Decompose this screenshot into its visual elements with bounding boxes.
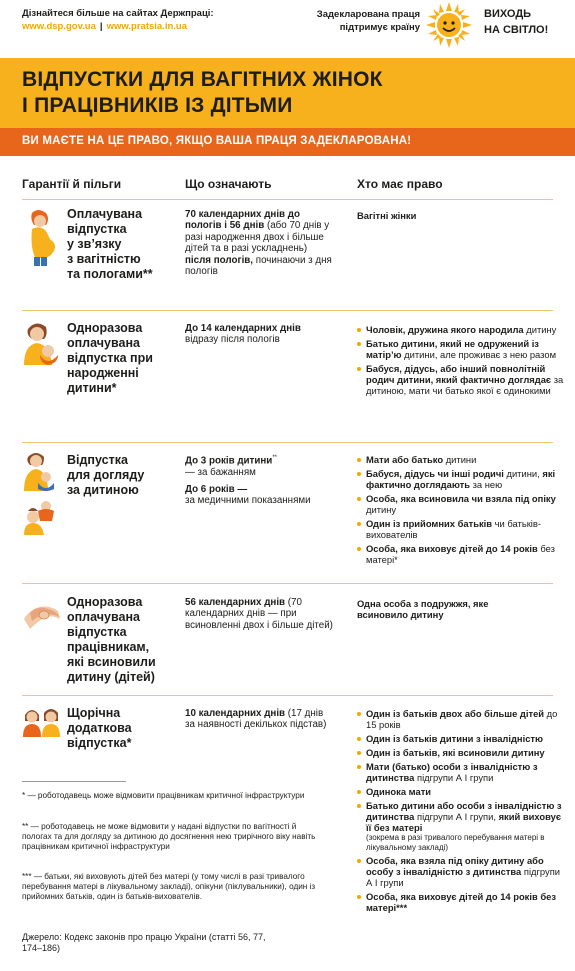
list-item: Батько дитини, який не одружений із матір’ю дитини, але проживає з нею разом: [357, 338, 565, 360]
top-bar: [0, 0, 575, 56]
column-header-guarantees: Гарантії й пільги: [22, 177, 122, 191]
info-caption: Дізнайтеся більше на сайтах Держпраці:: [22, 8, 214, 19]
guarantee-meaning: До 3 років дитини** — за бажанням До 6 років — за медичними показаннями: [185, 455, 311, 507]
link-pratsia[interactable]: www.pratsia.in.ua: [106, 21, 187, 32]
eligible-persons: [357, 708, 565, 916]
divider: [22, 310, 553, 311]
column-header-eligible: Хто має право: [357, 177, 443, 191]
eligible-persons: [357, 454, 565, 568]
list-item: Бабуся, дідусь, або інший повнолітній родич дитини, який фактично доглядає за дитиною, мати чи батько якої є одинокими: [357, 363, 565, 396]
title-band: [0, 58, 575, 128]
list-item: Особа, яка всиновила чи взяла під опіку дитину: [357, 493, 565, 515]
footnote-divider: [22, 781, 126, 782]
parent-lifting-child-icon: [22, 499, 56, 535]
list-item: Бабуся, дідусь чи інші родичі дитини, які фактично доглядають за нею: [357, 468, 565, 490]
link-separator: |: [99, 21, 103, 32]
column-header-meaning: Що означають: [185, 177, 272, 191]
pregnant-woman-icon: [22, 209, 62, 267]
eligible-persons: Одна особа з подружжя, яке всиновило дитину: [357, 598, 489, 620]
info-text: [22, 7, 214, 33]
guarantee-title: Щорічна додаткова відпустка*: [67, 706, 132, 750]
slogan-line1: Задекларована праця: [316, 9, 420, 20]
divider: [22, 199, 553, 200]
title-line2: І ПРАЦІВНИКІВ ІЗ ДІТЬМИ: [22, 94, 293, 117]
list-item: Особа, яка виховує дітей до 14 років без матері*: [357, 543, 565, 565]
list-item: Один із прийомних батьків чи батьків-вихователів: [357, 518, 565, 540]
footnote-2: ** — роботодавець не може відмовити у надані відпустки по вагітності й пологах та для догляду за дитиною до досягнення нею трирічного віку навіть працівникам критичної інфраструктури: [22, 822, 316, 851]
subtitle-stripe: [0, 128, 575, 156]
guarantee-meaning: 10 календарних днів (17 днів за наявності декількох підстав): [185, 708, 327, 731]
list-item: Особа, яка виховує дітей до 14 років без матері***: [357, 891, 565, 913]
footnote-3: *** — батьки, які виховують дітей без матері (у тому числі в разі тривалого перебування матері в лікувальному закладі), опікуни (піклувальники), один із прийомних батьків, один із батьків-вихователів.: [22, 872, 316, 901]
slogan-line2: підтримує країну: [339, 22, 420, 33]
footnote-1: * — роботодавець може відмовити працівникам критичної інфраструктури: [22, 791, 305, 800]
guarantee-title: Одноразова оплачувана відпустка при народженні дитини*: [67, 321, 153, 395]
guarantee-meaning: До 14 календарних днів відразу після пологів: [185, 323, 301, 346]
divider: [22, 583, 553, 584]
eligible-persons: [357, 324, 565, 399]
source-note: Джерело: Кодекс законів про працю України (статті 56, 77, 174–186): [22, 932, 266, 953]
divider: [22, 695, 553, 696]
eligible-persons: Вагітні жінки: [357, 210, 417, 221]
title-line1: ВІДПУСТКИ ДЛЯ ВАГІТНИХ ЖІНОК: [22, 68, 383, 91]
family-icon: [22, 707, 62, 737]
guarantee-title: Одноразова оплачувана відпустка працівникам, які всиновили дитину (дітей): [67, 595, 156, 684]
list-item: Один із батьків двох або більше дітей до 15 років: [357, 708, 565, 730]
list-item: Один із батьків, які всиновили дитину: [357, 747, 565, 758]
parent-with-baby-icon: [22, 321, 62, 367]
list-item: Чоловік, дружина якого народила дитину: [357, 324, 565, 335]
list-item: Мати або батько дитини: [357, 454, 565, 465]
brand: [484, 6, 548, 38]
guarantee-title: Відпустка для догляду за дитиною: [67, 453, 145, 497]
guarantee-meaning: 70 календарних днів до пологів і 56 днів (або 70 днів у разі народження двох і більше дітей та в разі ускладнень) після пологів, починаючи з дня пологів: [185, 209, 332, 278]
list-item: Особа, яка взяла під опіку дитину або особу з інвалідністю з дитинства підгрупи А І групи: [357, 855, 565, 888]
guarantee-meaning: 56 календарних днів (70 календарних днів — при всиновленні двох і більше дітей): [185, 597, 333, 631]
brand-line1: ВИХОДЬ: [484, 8, 532, 20]
page-title: [22, 67, 383, 119]
childcare-icon: [22, 451, 56, 491]
hands-together-icon: [22, 599, 62, 631]
list-item: Мати (батько) особи з інвалідністю з дитинства підгрупи А І групи: [357, 761, 565, 783]
sun-icon: [426, 2, 472, 48]
slogan: [270, 8, 420, 34]
link-dsp[interactable]: www.dsp.gov.ua: [22, 21, 96, 32]
divider: [22, 442, 553, 443]
subtitle: ВИ МАЄТЕ НА ЦЕ ПРАВО, ЯКЩО ВАША ПРАЦЯ ЗАДЕКЛАРОВАНА!: [22, 135, 412, 147]
list-item: Одинока мати: [357, 786, 565, 797]
list-item: Один із батьків дитини з інвалідністю: [357, 733, 565, 744]
guarantee-title: Оплачувана відпустка у зв’язку з вагітністю та пологами**: [67, 207, 153, 281]
brand-line2: НА СВІТЛО!: [484, 24, 549, 36]
list-item: Батько дитини або особи з інвалідністю з дитинства підгрупи А І групи, який виховує її без матері (зокрема в разі тривалого перебування матері в лікувальному закладі): [357, 800, 565, 852]
